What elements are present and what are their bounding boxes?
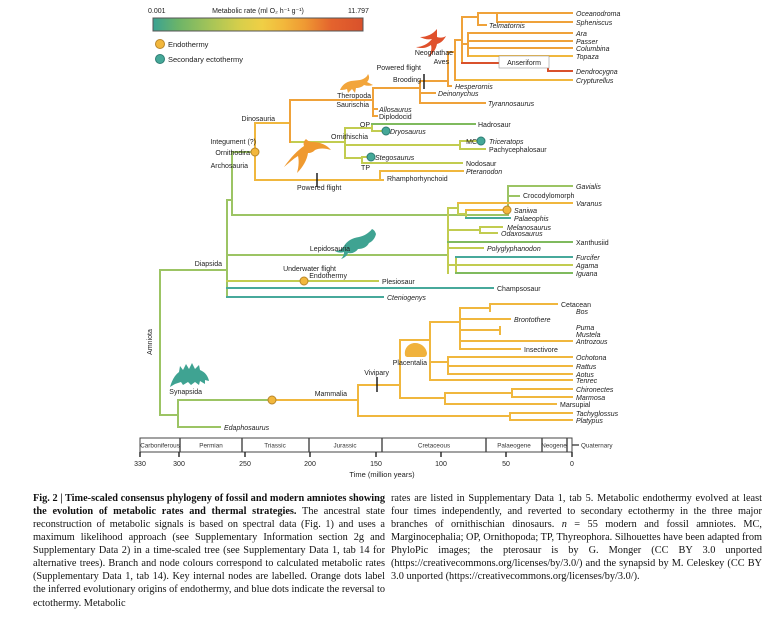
period-palaeogene: Palaeogene bbox=[497, 442, 531, 450]
secondary-ectothermy-dot-icon bbox=[156, 55, 165, 64]
period-neogene: Neogene bbox=[541, 442, 567, 450]
tip-palaeophis: Palaeophis bbox=[514, 216, 549, 223]
tip-triceratops: Triceratops bbox=[489, 139, 524, 146]
period-permian: Permian bbox=[199, 442, 223, 450]
tip-antrozous: Antrozous bbox=[576, 339, 608, 346]
pterosaur-silhouette bbox=[284, 139, 331, 173]
tip-aotus: Aotus bbox=[576, 372, 594, 379]
node-ornithischia: Ornithischia bbox=[331, 134, 368, 141]
tip-brontothere: Brontothere bbox=[514, 317, 551, 324]
legend-secondary-ectothermy-label: Secondary ectothermy bbox=[168, 55, 244, 64]
tip-tyrannosaurus: Tyrannosaurus bbox=[488, 101, 535, 108]
tip-tenrec: Tenrec bbox=[576, 378, 598, 385]
tip-insectivore: Insectivore bbox=[524, 347, 558, 354]
period-quaternary: Quaternary bbox=[581, 442, 613, 450]
tip-xanthusiid: Xanthusiid bbox=[576, 240, 609, 247]
tip-dryosaurus: Dryosaurus bbox=[390, 129, 426, 136]
tick-250: 250 bbox=[239, 461, 251, 468]
node-tp: TP bbox=[361, 165, 370, 172]
tip-edaphosaurus: Edaphosaurus bbox=[224, 425, 270, 432]
tip-topaza: Topaza bbox=[576, 54, 599, 61]
synapsid-silhouette bbox=[170, 363, 209, 387]
colorbar-gradient bbox=[153, 18, 363, 31]
endothermy-origin-dot-mammalia bbox=[268, 396, 276, 404]
trait-vivipary: Vivipary bbox=[364, 370, 389, 377]
tip-deinonychus: Deinonychus bbox=[438, 91, 479, 98]
tip-ochotona: Ochotona bbox=[576, 355, 607, 362]
tip-pteranodon: Pteranodon bbox=[466, 169, 503, 176]
tip-oceanodroma: Oceanodroma bbox=[576, 11, 621, 18]
tip-crocodylomorph: Crocodylomorph bbox=[523, 193, 575, 200]
tip-plesiosaur: Plesiosaur bbox=[382, 279, 415, 286]
colorbar-max-label: 11.797 bbox=[348, 8, 369, 15]
tip-odaxosaurus: Odaxosaurus bbox=[501, 231, 543, 238]
tip-ara: Ara bbox=[576, 31, 587, 38]
trait-endothermy: Endothermy bbox=[309, 273, 347, 280]
caption-left-column bbox=[33, 492, 385, 610]
trait-underwater-flight: Underwater flight bbox=[283, 266, 336, 273]
tip-champsosaur: Champsosaur bbox=[497, 286, 541, 293]
tip-platypus: Platypus bbox=[576, 418, 603, 425]
tip-diplodocid: Diplodocid bbox=[379, 114, 412, 121]
node-synapsida: Synapsida bbox=[169, 389, 202, 396]
caption-title: Fig. 2 | Time-scaled consensus phylogeny of fossil and modern amniotes showing the evolution of metabolic rates and thermal strategies. bbox=[33, 493, 385, 518]
node-mammalia: Mammalia bbox=[314, 391, 347, 398]
node-ornithodira: Ornithodira bbox=[215, 150, 250, 157]
caption-right-column bbox=[391, 492, 762, 583]
period-cretaceous: Cretaceous bbox=[417, 442, 451, 450]
caption-right-text-b: = 55 modern and fossil amniotes. MC, Marginocephalia; OP, Ornithopoda; TP, Thyreophora. Silhouettes have been adapted from PhyloPic images; the pterosaur is by G. Monger (CC BY 3.0 unported (https://creativecommons.org/licenses/by/3.0/) and the synapsid by M. Celeskey (CC BY 3.0 unported (https://creativecommons.org/licenses/by/3.0/). bbox=[391, 519, 762, 583]
colorbar bbox=[148, 8, 369, 31]
tip-cteniogenys: Cteniogenys bbox=[387, 295, 426, 302]
tip-tachyglossus: Tachyglossus bbox=[576, 411, 619, 418]
tip-crypturellus: Crypturellus bbox=[576, 78, 614, 85]
ectothermy-reversal-dot-stegosaurus bbox=[367, 153, 375, 161]
tip-agama: Agama bbox=[576, 263, 599, 270]
tick-50: 50 bbox=[502, 461, 510, 468]
trait-powered-flight-pterosaurs: Powered flight bbox=[297, 185, 342, 192]
node-theropoda: Theropoda bbox=[337, 93, 371, 100]
legend-endothermy-label: Endothermy bbox=[168, 40, 209, 49]
tip-labels bbox=[224, 11, 620, 432]
tick-200: 200 bbox=[304, 461, 316, 468]
placental-mammal-silhouette bbox=[405, 343, 427, 357]
tip-marmosa: Marmosa bbox=[576, 395, 606, 402]
node-lepidosauria: Lepidosauria bbox=[309, 246, 350, 253]
colorbar-title: Metabolic rate (ml O₂ h⁻¹ g⁻¹) bbox=[212, 8, 304, 15]
tip-nodosaur: Nodosaur bbox=[466, 161, 497, 168]
tip-furcifer: Furcifer bbox=[576, 255, 600, 262]
tip-melanosaurus: Melanosaurus bbox=[507, 225, 551, 232]
tip-allosaurus: Allosaurus bbox=[379, 107, 412, 114]
node-mc: MC bbox=[466, 139, 477, 146]
tip-varanus: Varanus bbox=[576, 201, 602, 208]
tip-marsupial: Marsupial bbox=[560, 402, 591, 409]
node-neognathae: Neognathae bbox=[414, 50, 453, 57]
tip-pachycephalosaur: Pachycephalosaur bbox=[489, 147, 547, 154]
node-aves: Aves bbox=[433, 59, 449, 66]
tip-saniwa: Saniwa bbox=[514, 208, 537, 215]
tip-spheniscus: Spheniscus bbox=[576, 20, 613, 27]
node-saurischia: Saurischia bbox=[336, 102, 369, 109]
caption-n-symbol: n bbox=[561, 519, 567, 531]
tip-dendrocygna: Dendrocygna bbox=[576, 69, 618, 76]
tip-polyglyphanodon: Polyglyphanodon bbox=[487, 246, 541, 253]
node-op: OP bbox=[359, 122, 370, 129]
tip-chironectes: Chironectes bbox=[576, 387, 614, 394]
colorbar-min-label: 0.001 bbox=[148, 8, 166, 15]
period-carboniferous: Carboniferous bbox=[140, 442, 180, 450]
node-dinosauria: Dinosauria bbox=[241, 116, 275, 123]
theropod-silhouette bbox=[340, 74, 373, 93]
period-triassic: Triassic bbox=[264, 442, 286, 450]
tip-telmatornis: Telmatornis bbox=[489, 23, 525, 30]
node-anseriform: Anseriform bbox=[507, 60, 541, 67]
ectothermy-reversal-dot-dryosaurus bbox=[382, 127, 390, 135]
trait-brooding: Brooding bbox=[392, 77, 421, 84]
tip-rhamphorhynchoid: Rhamphorhynchoid bbox=[387, 176, 448, 183]
endothermy-origin-dot-saniwa bbox=[503, 206, 511, 214]
tip-cetacean: Cetacean bbox=[561, 302, 591, 309]
axis-tick-marks bbox=[140, 452, 572, 457]
node-amniota: Amniota bbox=[147, 329, 154, 355]
legend bbox=[156, 40, 244, 65]
caption-left-text: The ancestral state reconstruction of metabolic signals is based on spectral data (Fig. 1) and uses a maximum likelihood approach (see Supplementary Information section 2g and Supplementary Data 2) in a time-scaled tree (see Supplementary Data 1, tab 14 for alternative trees). Branch and node colours correspond to calculated metabolic rates (Supplementary Data 1, tab 14). Key internal nodes are labelled. Orange dots label the inferred evolutionary origins of endothermy, and blue dots indicate the reversal to ectothermy. Metabolic bbox=[33, 506, 385, 609]
trait-powered-flight-birds: Powered flight bbox=[376, 65, 421, 72]
tree-branches bbox=[160, 13, 575, 427]
endothermy-origin-dot-ornithodira bbox=[251, 148, 259, 156]
time-axis bbox=[134, 438, 613, 479]
tip-bos: Bos bbox=[576, 309, 589, 316]
tip-hadrosaur: Hadrosaur bbox=[478, 122, 511, 129]
tick-0: 0 bbox=[570, 461, 574, 468]
ectothermy-reversal-dot-triceratops bbox=[477, 137, 485, 145]
tip-hesperornis: Hesperornis bbox=[455, 84, 493, 91]
endothermy-dot-icon bbox=[156, 40, 165, 49]
tick-150: 150 bbox=[370, 461, 382, 468]
node-diapsida: Diapsida bbox=[194, 261, 222, 268]
tick-330: 330 bbox=[134, 461, 146, 468]
endothermy-origin-dot-plesiosaur bbox=[300, 277, 308, 285]
branches-orange bbox=[290, 13, 572, 142]
tip-mustela: Mustela bbox=[576, 332, 601, 339]
tip-stegosaurus: Stegosaurus bbox=[375, 155, 415, 162]
node-archosauria: Archosauria bbox=[210, 163, 248, 170]
period-jurassic: Jurassic bbox=[333, 442, 357, 450]
tick-100: 100 bbox=[435, 461, 447, 468]
tick-300: 300 bbox=[173, 461, 185, 468]
tip-puma: Puma bbox=[576, 325, 595, 332]
node-placentalia: Placentalia bbox=[392, 360, 427, 367]
tip-gavialis: Gavialis bbox=[576, 184, 601, 191]
tip-iguana: Iguana bbox=[576, 271, 598, 278]
time-axis-title: Time (million years) bbox=[349, 470, 415, 479]
tip-passer: Passer bbox=[576, 39, 598, 46]
caption-right-text-a: rates are listed in Supplementary Data 1, tab 5. Metabolic endothermy evolved at least four times independently, and reverted to secondary ectothermy in the three major branches of ornithischian dinosaurs. bbox=[391, 493, 762, 531]
tip-columbina: Columbina bbox=[576, 46, 610, 53]
tip-rattus: Rattus bbox=[576, 364, 597, 371]
trait-integument: Integument (?) bbox=[210, 139, 256, 146]
